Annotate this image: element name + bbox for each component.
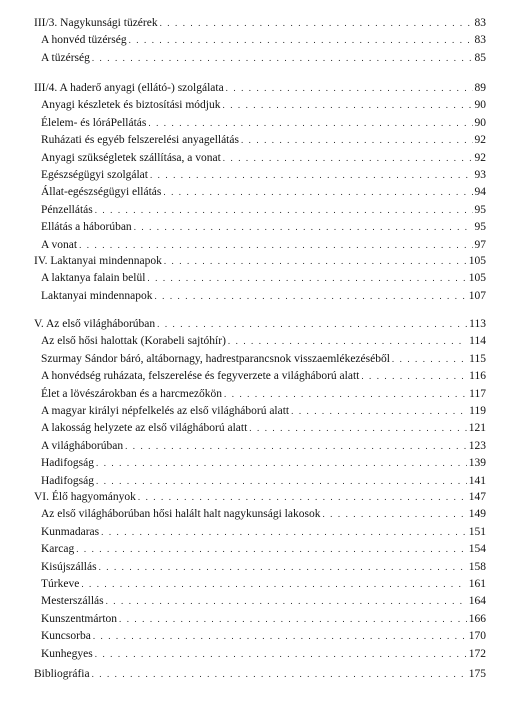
dot-leader: [96, 472, 467, 490]
toc-page-number: 83: [474, 17, 486, 29]
toc-subentry: [41, 332, 486, 350]
dot-leader: [163, 183, 472, 201]
dot-leader: [99, 558, 467, 576]
dot-leader: [223, 149, 473, 167]
dot-leader: [96, 454, 467, 472]
dot-leader: [95, 201, 473, 219]
toc-page-number: 116: [469, 370, 486, 383]
toc-page-number: 97: [474, 238, 486, 251]
toc-subentry: [41, 472, 486, 490]
toc-subentry: [41, 523, 486, 541]
dot-leader: [392, 350, 467, 368]
toc-entry-title: Laktanyai mindennapok: [41, 289, 153, 302]
toc-page-number: 166: [468, 612, 486, 625]
toc-entry-title: Ellátás a háborúban: [41, 221, 132, 234]
toc-page-number: 172: [468, 647, 486, 660]
toc-subentry: [41, 218, 486, 236]
dot-leader: [125, 437, 467, 455]
toc-subentry: [41, 287, 486, 305]
toc-page-number: 95: [474, 221, 486, 234]
toc-entry-title: Kuncsorba: [41, 630, 91, 643]
toc-page-number: 141: [468, 474, 486, 487]
toc-page-number: 139: [468, 457, 486, 470]
dot-leader: [101, 523, 467, 541]
toc-page-number: 147: [468, 491, 486, 503]
dot-leader: [291, 402, 467, 420]
toc-entry-title: Bibliográfia: [34, 668, 90, 680]
toc-subentry: [41, 49, 486, 67]
toc-section-heading: [34, 315, 486, 333]
toc-entry-title: Az első hősi halottak (Korabeli sajtóhír): [41, 335, 226, 348]
toc-subentry: [41, 419, 486, 437]
toc-subentry: [41, 201, 486, 219]
toc-entry-title: A laktanya falain belül: [41, 272, 146, 285]
toc-entry-title: III/4. A haderő anyagi (ellátó-) szolgálata: [34, 82, 224, 94]
toc-entry-title: Mesterszállás: [41, 595, 104, 608]
toc-page-number: 105: [468, 255, 486, 267]
dot-leader: [81, 575, 466, 593]
toc-entry-title: A magyar királyi népfelkelés az első világháború alatt: [41, 405, 290, 417]
dot-leader: [92, 665, 467, 683]
toc-subentry: [41, 236, 486, 254]
toc-entry-title: A tüzérség: [41, 51, 90, 64]
toc-entry-title: Karcag: [41, 543, 75, 556]
toc-section-heading: [34, 79, 486, 97]
toc-page-number: 123: [468, 439, 486, 452]
toc-page-number: 161: [468, 578, 486, 590]
toc-page-number: 90: [474, 99, 486, 112]
dot-leader: [79, 236, 472, 254]
dot-leader: [322, 505, 466, 523]
toc-page-number: 92: [474, 134, 486, 147]
dot-leader: [241, 131, 473, 149]
toc-entry-title: A világháborúban: [41, 439, 124, 452]
toc-page-number: 85: [474, 51, 486, 64]
toc-page-number: 115: [469, 352, 486, 365]
toc-subentry: [41, 592, 486, 610]
toc-entry-title: Anyagi szükségletek szállítása, a vonat: [41, 151, 221, 164]
toc-page-number: 175: [468, 668, 486, 680]
toc-subentry: [41, 610, 486, 628]
toc-subentry: [41, 114, 486, 132]
toc-page-number: 107: [468, 289, 486, 302]
dot-leader: [157, 315, 467, 333]
dot-leader: [129, 31, 473, 49]
toc-page-number: 119: [469, 405, 486, 417]
toc-subentry: [41, 31, 486, 49]
toc-subentry: [41, 367, 486, 385]
toc-entry-title: Egészségügyi szolgálat: [41, 169, 148, 181]
toc-entry-title: A vonat: [41, 238, 78, 251]
toc-subentry: [41, 505, 486, 523]
toc-entry-title: Élelem- és lóráPellátás: [41, 116, 147, 129]
toc-subentry: [41, 558, 486, 576]
toc-entry-title: V. Az első világháborúban: [34, 318, 156, 330]
dot-leader: [150, 166, 473, 184]
toc-page-number: 93: [474, 169, 486, 181]
toc-entry-title: Az első világháborúban hősi halált halt nagykunsági lakosok: [41, 508, 321, 521]
toc-entry-title: Ruházati és egyéb felszerelési anyagellátás: [41, 134, 239, 147]
toc-entry-title: Anyagi készletek és biztosítási módjuk: [41, 99, 221, 112]
dot-leader: [249, 419, 466, 437]
toc-section-heading: [34, 665, 486, 683]
dot-leader: [224, 385, 467, 403]
toc-subentry: [41, 96, 486, 114]
toc-subentry: [41, 575, 486, 593]
dot-leader: [228, 332, 467, 350]
dot-leader: [93, 627, 467, 645]
toc-page-number: 117: [469, 387, 486, 400]
toc-section-heading: [34, 14, 486, 32]
toc-subentry: [41, 402, 486, 420]
toc-entry-title: VI. Élő hagyományok: [34, 491, 136, 503]
toc-subentry: [41, 131, 486, 149]
dot-leader: [106, 592, 467, 610]
toc-subentry: [41, 454, 486, 472]
toc-subentry: [41, 350, 486, 368]
dot-leader: [76, 540, 467, 558]
toc-subentry: [41, 540, 486, 558]
toc-page-number: 114: [469, 335, 486, 348]
toc-subentry: [41, 183, 486, 201]
toc-entry-title: Szurmay Sándor báró, altábornagy, hadrestparancsnok visszaemlékezéséből: [41, 352, 390, 365]
dot-leader: [92, 49, 473, 67]
toc-page-number: 151: [468, 525, 486, 538]
toc-entry-title: Élet a lövészárokban és a harcmezőkön: [41, 387, 223, 400]
toc-entry-title: A lakosság helyzete az első világháború alatt: [41, 422, 248, 435]
dot-leader: [223, 96, 473, 114]
toc-entry-title: Hadifogság: [41, 457, 95, 470]
dot-leader: [154, 287, 466, 305]
toc-entry-title: A honvéd tüzérség: [41, 34, 127, 47]
toc-section-heading: [34, 252, 486, 270]
toc-page-number: 164: [468, 595, 486, 608]
toc-page-number: 113: [469, 318, 486, 330]
dot-leader: [95, 645, 467, 663]
toc-subentry: [41, 269, 486, 287]
toc-subentry: [41, 149, 486, 167]
dot-leader: [147, 269, 466, 287]
dot-leader: [160, 14, 473, 32]
toc-entry-title: Pénzellátás: [41, 203, 93, 216]
toc-entry-title: Kunszentmárton: [41, 612, 118, 625]
toc-page-number: 158: [468, 560, 486, 573]
toc-entry-title: Túrkeve: [41, 578, 80, 590]
dot-leader: [138, 488, 467, 506]
toc-page-number: 95: [474, 203, 486, 216]
toc-entry-title: IV. Laktanyai mindennapok: [34, 255, 162, 267]
toc-page-number: 94: [474, 186, 486, 199]
toc-page-number: 105: [468, 272, 486, 285]
toc-entry-title: Kisújszállás: [41, 560, 97, 573]
toc-page-number: 92: [474, 151, 486, 164]
toc-subentry: [41, 627, 486, 645]
toc-subentry: [41, 645, 486, 663]
toc-page-number: 89: [474, 82, 486, 94]
dot-leader: [164, 252, 467, 270]
toc-page-number: 170: [468, 630, 486, 643]
toc-entry-title: III/3. Nagykunsági tüzérek: [34, 17, 158, 29]
toc-entry-title: Kunmadaras: [41, 525, 100, 538]
toc-entry-title: Hadifogság: [41, 474, 95, 487]
dot-leader: [119, 610, 467, 628]
dot-leader: [148, 114, 472, 132]
toc-subentry: [41, 385, 486, 403]
dot-leader: [226, 79, 473, 97]
toc-page-number: 154: [468, 543, 486, 556]
dot-leader: [361, 367, 467, 385]
toc-page-number: 149: [468, 508, 486, 521]
toc-section-heading: [34, 488, 486, 506]
toc-page-number: 83: [474, 34, 486, 47]
toc-page-number: 121: [468, 422, 486, 435]
toc-subentry: [41, 437, 486, 455]
toc-entry-title: Állat-egészségügyi ellátás: [41, 186, 162, 199]
toc-subentry: [41, 166, 486, 184]
toc-entry-title: Kunhegyes: [41, 647, 93, 660]
toc-page-number: 90: [474, 116, 486, 129]
dot-leader: [134, 218, 473, 236]
toc-entry-title: A honvédség ruházata, felszerelése és fegyverzete a világháború alatt: [41, 370, 360, 383]
